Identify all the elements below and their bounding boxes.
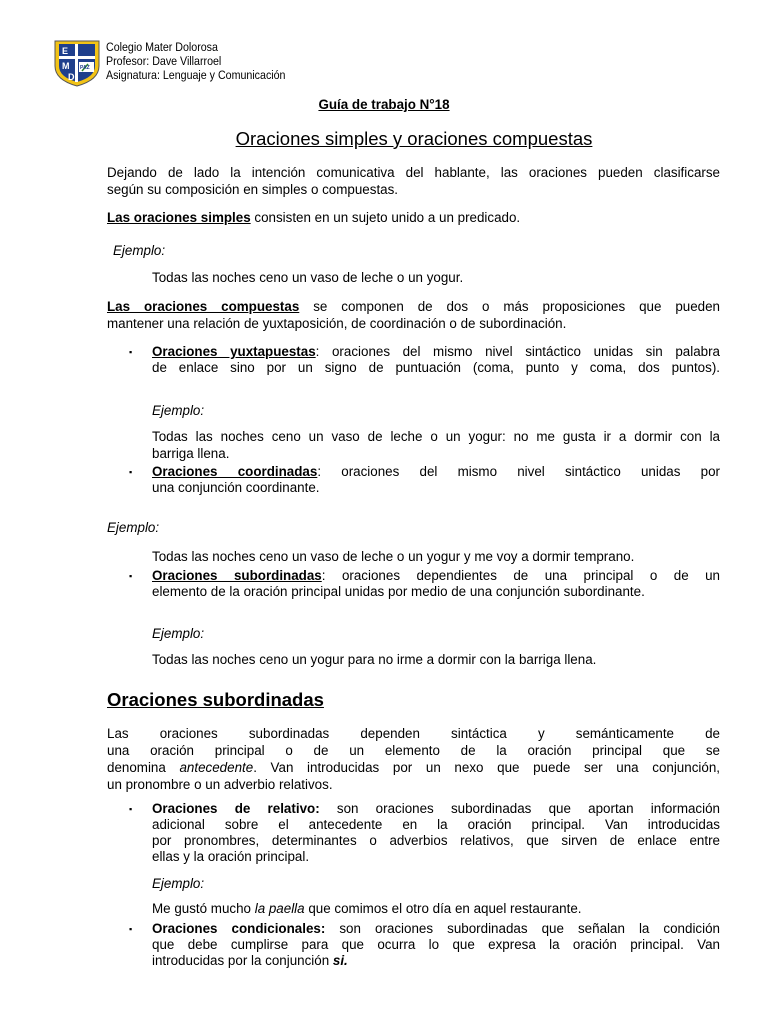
intro-line: según su composición en simples o compuestas. xyxy=(107,182,399,197)
logo-tag: PAZ xyxy=(80,65,90,71)
condicionales-line xyxy=(152,953,720,969)
example-label: Ejemplo: xyxy=(152,403,205,418)
paragraph-text: . Van introducidas por un nexo que puede ser una conjunción, xyxy=(253,760,720,775)
subordinadas-definition: : oraciones dependientes de una principal o de un xyxy=(321,568,720,583)
coordinadas-line: una conjunción coordinante. xyxy=(152,480,320,495)
paragraph-line: un pronombre o un adverbio relativos. xyxy=(107,777,333,792)
school-name: Colegio Mater Dolorosa xyxy=(106,40,218,54)
relativo-term: Oraciones de relativo: xyxy=(152,801,320,816)
example-label: Ejemplo: xyxy=(152,626,205,641)
yuxtapuestas-example xyxy=(152,428,720,462)
yuxtapuestas-term: Oraciones yuxtapuestas xyxy=(152,344,316,359)
header-block xyxy=(106,40,285,82)
compuestas-line xyxy=(107,298,720,315)
relativo-line: adicional sobre el antecedente en la oración principal. Van introducidas xyxy=(152,817,720,832)
condicionales-definition: son oraciones subordinadas que señalan la condición xyxy=(325,921,720,936)
guia-title: Guía de trabajo N°18 xyxy=(318,97,450,112)
logo-letter-m: M xyxy=(62,61,70,71)
simples-term: Las oraciones simples xyxy=(107,210,251,225)
relativo-example xyxy=(152,900,722,917)
relativo-line xyxy=(152,801,720,817)
example-antecedent: la paella xyxy=(254,901,305,916)
logo-letter-d: D xyxy=(68,72,75,82)
coordinadas-example: Todas las noches ceno un vaso de leche o un yogur y me voy a dormir temprano. xyxy=(152,549,635,564)
subordinadas-item xyxy=(152,568,720,600)
conjuncion-si: si. xyxy=(332,953,348,968)
condicionales-line: que debe cumplirse para que ocurra lo que expresa la oración principal. Van xyxy=(152,937,720,952)
simples-paragraph xyxy=(107,209,720,226)
coordinadas-term: Oraciones coordinadas xyxy=(152,464,318,479)
compuestas-term: Las oraciones compuestas xyxy=(107,299,300,314)
relativo-definition: son oraciones subordinadas que aportan información xyxy=(319,801,720,816)
example-label: Ejemplo: xyxy=(107,520,160,535)
paragraph-line: una oración principal o de un elemento de la oración principal que se xyxy=(107,743,720,758)
coordinadas-line xyxy=(152,464,720,480)
example-label: Ejemplo: xyxy=(152,876,205,891)
simples-definition: consisten en un sujeto unido a un predicado. xyxy=(250,210,521,225)
bullet-icon: ▪ xyxy=(129,347,133,357)
relativo-line: por pronombres, determinantes o adverbios relativos, que sirven de enlace entre xyxy=(152,833,720,848)
subordinadas-line xyxy=(152,568,720,584)
subject-name: Asignatura: Lenguaje y Comunicación xyxy=(106,68,286,82)
example-text: que comimos el otro día en aquel restaurante. xyxy=(304,901,582,916)
yuxtapuestas-line xyxy=(152,344,720,360)
simples-example: Todas las noches ceno un vaso de leche o un yogur. xyxy=(152,270,464,285)
relativo-line: ellas y la oración principal. xyxy=(152,849,310,864)
section-heading: Oraciones subordinadas xyxy=(107,689,324,710)
compuestas-paragraph xyxy=(107,298,720,332)
paragraph-text: denomina xyxy=(107,760,180,775)
example-text: Me gustó mucho xyxy=(152,901,255,916)
bullet-icon: ▪ xyxy=(129,924,133,934)
teacher-name: Profesor: Dave Villarroel xyxy=(106,54,222,68)
main-title: Oraciones simples y oraciones compuestas xyxy=(235,128,593,149)
compuestas-line: mantener una relación de yuxtaposición, de coordinación o de subordinación. xyxy=(107,316,567,331)
bullet-icon: ▪ xyxy=(129,571,133,581)
school-logo xyxy=(52,38,102,88)
paragraph-line xyxy=(107,759,720,776)
subordinadas-term: Oraciones subordinadas xyxy=(152,568,322,583)
condicionales-line xyxy=(152,921,720,937)
yuxtapuestas-item xyxy=(152,344,720,376)
school-crest-icon xyxy=(52,38,102,88)
coordinadas-item xyxy=(152,464,720,496)
compuestas-definition: se componen de dos o más proposiciones que pueden xyxy=(299,299,720,314)
antecedente-term: antecedente xyxy=(179,760,254,775)
example-line: Todas las noches ceno un vaso de leche o un yogur: no me gusta ir a dormir con la xyxy=(152,429,720,444)
intro-line: Dejando de lado la intención comunicativa del hablante, las oraciones pueden clasificarse xyxy=(107,165,720,180)
paragraph-line: Las oraciones subordinadas dependen sintáctica y semánticamente de xyxy=(107,726,720,741)
subordinadas-paragraph xyxy=(107,725,720,793)
yuxtapuestas-definition: : oraciones del mismo nivel sintáctico unidas sin palabra xyxy=(315,344,720,359)
yuxtapuestas-line: de enlace sino por un signo de puntuación (coma, punto y coma, dos puntos). xyxy=(152,360,720,375)
bullet-icon: ▪ xyxy=(129,804,133,814)
condicionales-text: introducidas por la conjunción xyxy=(152,953,333,968)
example-line: barriga llena. xyxy=(152,446,230,461)
intro-paragraph xyxy=(107,164,720,198)
subordinadas-example: Todas las noches ceno un yogur para no irme a dormir con la barriga llena. xyxy=(152,652,597,667)
logo-letter-e: E xyxy=(62,46,69,56)
condicionales-term: Oraciones condicionales: xyxy=(152,921,326,936)
relativo-item xyxy=(152,801,720,865)
example-label: Ejemplo: xyxy=(113,243,166,258)
subordinadas-line: elemento de la oración principal unidas por medio de una conjunción subordinante. xyxy=(152,584,645,599)
coordinadas-definition: : oraciones del mismo nivel sintáctico unidas por xyxy=(317,464,720,479)
condicionales-item xyxy=(152,921,720,969)
bullet-icon: ▪ xyxy=(129,467,133,477)
